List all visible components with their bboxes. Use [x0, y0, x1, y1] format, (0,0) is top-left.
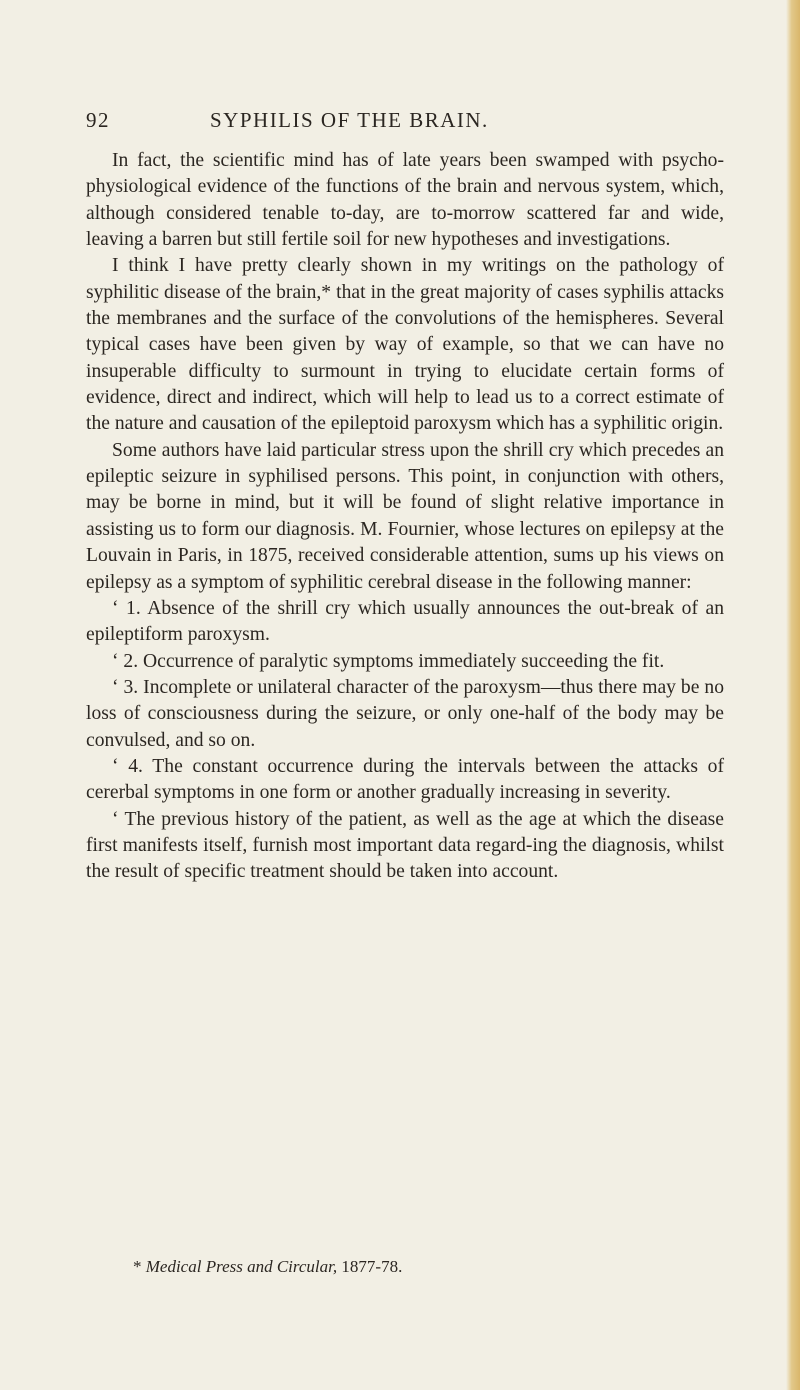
running-title: SYPHILIS OF THE BRAIN.: [210, 108, 489, 132]
footnote-source: Medical Press and Circular,: [145, 1257, 338, 1276]
page-number: 92: [86, 108, 110, 132]
body-text: [86, 148, 724, 886]
list-item-3: ‘ 3. Incomplete or unilateral character of the paroxysm—thus there may be no loss of consciousness during the seizure, or only one-half of the body may be convulsed, and so on.: [86, 676, 724, 751]
paragraph-3: Some authors have laid particular stress upon the shrill cry which precedes an epileptic seizure in syphilised persons. This point, in conjunction with others, may be borne in mind, but it will be found of slight relative importance in assisting us to form our diagnosis. M. Fournier, whose lectures on epilepsy at the Louvain in Paris, in 1875, received considerable attention, sums up his views on epilepsy as a symptom of syphilitic cerebral disease in the following manner:: [86, 439, 724, 593]
paragraph-2: I think I have pretty clearly shown in my writings on the pathology of syphilitic disease of the brain,* that in the great majority of cases syphilis attacks the membranes and the surface of the convolutions of the hemispheres. Several typical cases have been given by way of example, so that we can have no insuperable difficulty to surmount in trying to elucidate certain forms of evidence, direct and indirect, which will help to lead us to a correct estimate of the nature and causation of the epileptoid paroxysm which has a syphilitic origin.: [86, 255, 724, 435]
footnote-marker: *: [133, 1257, 142, 1276]
footnote-years: 1877-78.: [341, 1257, 403, 1276]
paragraph-closing: ‘ The previous history of the patient, as well as the age at which the disease first manifests itself, furnish most important data regard-ing the diagnosis, whilst the result of specific treatment should be taken into account.: [86, 808, 724, 883]
footnote: [133, 1257, 693, 1277]
page-header: [86, 108, 726, 138]
list-item-2: ‘ 2. Occurrence of paralytic symptoms immediately succeeding the fit.: [112, 650, 665, 672]
list-item-1: ‘ 1. Absence of the shrill cry which usually announces the out-break of an epileptiform paroxysm.: [86, 597, 724, 646]
paragraph-1: In fact, the scientific mind has of late years been swamped with psycho-physiological evidence of the functions of the brain and nervous system, which, although considered tenable to-day, are to-morrow scattered far and wide, leaving a barren but still fertile soil for new hypotheses and investigations.: [86, 150, 724, 251]
list-item-4: ‘ 4. The constant occurrence during the intervals between the attacks of cererbal symptoms in one form or another gradually increasing in severity.: [86, 755, 724, 804]
page-edge: [786, 0, 800, 1390]
